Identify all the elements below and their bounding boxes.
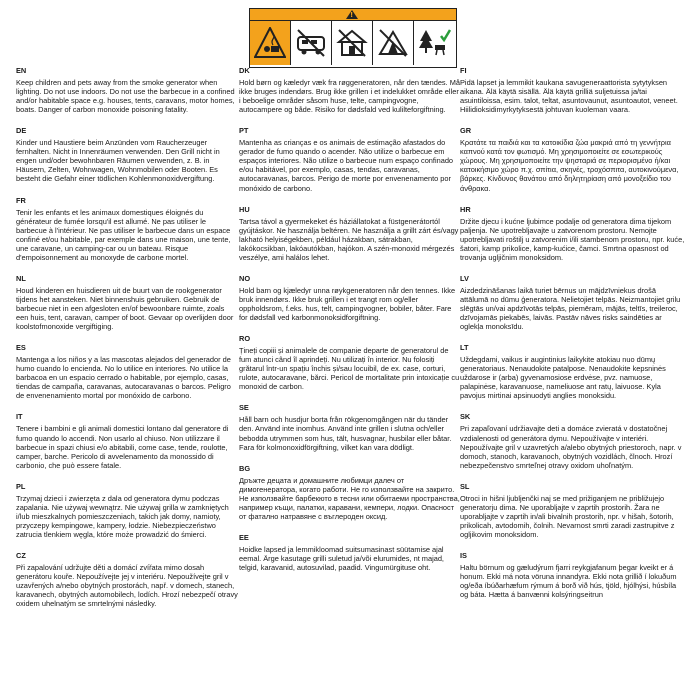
warning-section-en xyxy=(16,66,238,114)
warning-section-fr xyxy=(16,196,238,262)
warning-section-pl xyxy=(16,482,238,539)
warning-section-ee xyxy=(239,533,461,572)
language-code: RO xyxy=(239,334,251,344)
warning-text: Hold barn og kjæledyr unna røykgeneratoren når den tennes. Ikke bruk innendørs. Ikke bruk grillen i et trangt rom og/eller oppholdsrom, f.eks. hus, telt, campingvogner, bobiler, båter. Fare for dødsfall ved karbonmonoksidforgiftning. xyxy=(239,285,456,323)
language-code: FR xyxy=(16,195,26,205)
language-code: IS xyxy=(460,550,467,560)
warning-section-sl xyxy=(460,482,686,539)
language-code: LV xyxy=(460,273,469,283)
exclamation-icon: ! xyxy=(350,11,354,19)
warning-section-se xyxy=(239,403,461,451)
text-column-middle xyxy=(239,66,461,584)
warning-section-no xyxy=(239,274,461,322)
warning-text: Tenir les enfants et les animaux domestiques éloignés du générateur de fumée lorsqu'il est allumé. Ne pas utiliser le barbecue à l'intérieur. Ne pas utiliser le barbecue dans un espace confiné et/ou habitable, par exemple dans une maison, une tente, une caravane, un camping-car ou un bateau. Risque d'empoisonnement au monoxyde de carbone mortel. xyxy=(16,207,231,262)
text-column-right xyxy=(460,66,686,611)
warning-text: Håll barn och husdjur borta från rökgenomgången när du tänder den. Använd inte inomhus. Använd inte grillen i slutna och/eller bebodda utrymmen som hus, tält, husvagnar, husbilar eller båtar. Fara för kolmonoxidförgiftning, vilket kan vara dödligt. xyxy=(239,415,452,452)
warning-text: Haltu börnum og gæludýrum fjarri reykgjafanum þegar kveikt er á honum. Ekki má nota vöruna innandyra. Ekki nota grillið í lokuðum og/eða íbúðarhæfum rýmum á borð við hús, tjöld, hjólhýsi, húsbíla og báta. Hætta á banvænni kolsýringseitrun xyxy=(460,563,677,600)
warning-pictogram-strip xyxy=(249,8,457,68)
warning-section-gr xyxy=(460,126,686,192)
warning-text: Tartsa távol a gyermekeket és háziállatokat a füstgenerátortól gyújtáskor. Ne használja beltéren. Ne használja a grillt zárt és/vagy lakható helyiségekben, például házakban, sátrakban, lakókocsikban, lakóautókban, hajókon. A szén-monoxid mérgezés veszélye, ami halálos lehet. xyxy=(239,216,459,262)
warning-text: Aizdedzināšanas laikā turiet bērnus un mājdzīvniekus drošā attālumā no dūmu ģeneratora. Nelietojiet telpās. Neizmantojiet grilu slēgtās un/vai apdzīvotās telpās, piemēram, mājās, teltīs, treilerос, dzīvojamās piekabēs, laivās. Pastāv nāves risks saindēties ar oglekļa monoksīdu. xyxy=(460,285,681,332)
warning-header-bar xyxy=(250,9,456,21)
language-code: HR xyxy=(460,204,471,214)
warning-section-fi xyxy=(460,66,686,114)
warning-text: Κρατάτε τα παιδιά και τα κατοικίδια ζώα μακριά από τη γεννήτρια καπνού κατά τον φωτισμό. Μη χρησιμοποιείτε σε εσωτερικούς χώρους. Μη χρησιμοποιείτε την ψησταριά σε περιορισμένο ή/και κατοικήσιμο χώρο π.χ. σπίτια, σκηνές, τροχόσπιτα, αυτοκινούμενα, βάρκες. Κίνδυνος θανάτου από δηλητηρίαση από μονοξείδιο του άνθρακα. xyxy=(460,138,679,193)
outdoor-trees-ok-icon xyxy=(414,21,456,65)
language-code: PL xyxy=(16,481,26,491)
warning-text: Hoidke lapsed ja lemmikloomad suitsumasinast süütamise ajal eemal. Ärge kasutage grilli suletud ja/või elurumides, nt majad, telgid, karavanid, autosuvilad, paadid. Vingumürgituse oht. xyxy=(239,544,444,573)
warning-section-es xyxy=(16,343,238,400)
language-code: SL xyxy=(460,481,470,491)
language-code: BG xyxy=(239,463,251,473)
no-house-icon xyxy=(332,21,373,65)
warning-section-de xyxy=(16,126,238,183)
warning-text: Hold børn og kæledyr væk fra røggeneratoren, når den tændes. Må ikke bruges indendørs. Brug ikke grillen i et indelukket område eller i beboelige områder såsom huse, telte, campingvogne, autocampere og både. Risiko for dødsfald ved kulilteforgiftning. xyxy=(239,78,461,115)
warning-section-lv xyxy=(460,274,686,331)
language-code: LT xyxy=(460,343,469,353)
language-code: GR xyxy=(460,126,472,136)
warning-text: Otroci in hišni ljubljenčki naj se med prižiganjem ne približujejo generatorju dima. Ne uporabljajte v zaprtih prostorih. Žara ne uporabljajte v zaprtih in/ali bivalnih prostorih, npr. v hišah, šotorih, prikolicah, avtodomih, čolnih. Nevarnost smrti zaradi zastrupitve z ogljikovim monoksidom. xyxy=(460,493,675,539)
language-code: NO xyxy=(239,273,251,283)
smoke-generator-warning-icon xyxy=(250,21,291,65)
warning-section-it xyxy=(16,412,238,469)
warning-text: Pri zapaľovaní udržiavajte deti a domáce zvieratá v dostatočnej vzdialenosti od generátora dymu. Nepoužívajte v interiéri. Nepoužívajte gril v uzavretých a/alebo obytných priestoroch, napr. v domoch, stanoch, karavanoch, obytných vozidlách, člnoch. Hrozí nebezpečenstvo smrteľnej otravy oxidom uhoľnatým. xyxy=(460,424,682,470)
language-code: SE xyxy=(239,403,249,413)
warning-section-lt xyxy=(460,343,686,400)
warning-text: Pidä lapset ja lemmikit kaukana savugeneraattorista sytytyksen aikana. Älä käytä sisällä. Älä käytä grilliä suljetuissa ja/tai asuintiloissa, esim. talot, teltat, asuntovaunut, asuntoautot, veneet. Hiilidioksidimyrkytyksestä johtuvan kuoleman vaara. xyxy=(460,78,678,115)
warning-text: Uždegdami, vaikus ir augintinius laikykite atokiau nuo dūmų generatoriaus. Nenaudokite patalpose. Nenaudokite kepsninės uždarose ir (arba) gyvenamosiose erdvėse, pvz. namuose, palapinėse, karavanuose, nameliuose ant ratų, laivuose. Kyla pavojus mirtinai apsinuodyti anglies monoksidu. xyxy=(460,355,666,401)
language-code: DK xyxy=(239,66,250,75)
language-code: PT xyxy=(239,126,249,136)
warning-section-hr xyxy=(460,205,686,262)
warning-section-pt xyxy=(239,126,461,192)
warning-text: Tenere i bambini e gli animali domestici lontano dal generatore di fumo quando lo accendi. Non usarlo al chiuso. Non utilizzare il barbecue in spazi chiusi e/o abitabili, come case, tende, roulotte, camper, barche. Pericolo di avvelenamento da monossido di carbonio, che può essere fatale. xyxy=(16,424,229,470)
warning-section-sk xyxy=(460,412,686,469)
language-code: IT xyxy=(16,412,23,422)
language-code: ES xyxy=(16,343,26,353)
warning-text: Дръжте децата и домашните любимци далеч от димогенератора, когато работи. Не го използвайте на закрито. Не използвайте барбекюто в тесни или обитаеми пространства, например къщи, палатки, каравани, кемпери, лодки. Опасност от фатално натравяне с въглероден оксид. xyxy=(239,475,460,521)
warning-text: Houd kinderen en huisdieren uit de buurt van de rookgenerator tijdens het aansteken. Niet binnenshuis gebruiken. Gebruik de barbecue niet in een afgesloten en/of bewoonbare ruimte, zoals een huis, tent, caravan, camper of boot. Gevaar op overlijden door koolstofmonoxide vergiftiging. xyxy=(16,285,234,332)
language-code: DE xyxy=(16,126,27,136)
warning-section-is xyxy=(460,551,686,599)
warning-section-hu xyxy=(239,205,461,262)
warning-text: Kinder und Haustiere beim Anzünden vom Raucherzeuger fernhalten. Nicht in Innenräumen verwenden. Den Grill nicht in engen und/oder bewohnbaren Räumen verwenden, z. B. in Häusern, Zelten, Wohnwagen, Wohnmobilen oder Booten. Es besteht die Gefahr einer tödlichen Kohlenmonoxidvergiftung. xyxy=(16,138,220,184)
language-code: EN xyxy=(16,66,27,75)
warning-section-cz xyxy=(16,551,238,608)
language-code: SK xyxy=(460,412,471,422)
language-code: CZ xyxy=(16,550,26,560)
warning-text: Țineți copiii și animalele de companie departe de generatorul de fum atunci când îl aprindeți. Nu utilizați în interior. Nu folosiți grătarul într-un spațiu închis și/sau locuibil, de ex. case, corturi, rulote, autocaravane, bărci. Pericol de mortalitate prin intoxicație cu monoxid de carbon. xyxy=(239,346,460,392)
warning-text: Mantenga a los niños y a las mascotas alejados del generador de humo cuando lo encienda. No lo utilice en interiores. No utilice la barbacoa en un espacio cerrado o habitable, por ejemplo, casas, tiendas de campaña, caravanas, autocaravanas o barcos. Peligro de envenenamiento mortal por monóxido de carbono. xyxy=(16,355,231,401)
warning-text: Trzymaj dzieci i zwierzęta z dala od generatora dymu podczas zapalania. Nie używaj wewnątrz. Nie używaj grilla w zamkniętych i/lub mieszkalnych pomieszczeniach, takich jak domy, namioty, przyczepy kempingowe, kampery, łodzie. Niebezpieczeństwo zatrucia tlenkiem węgla, które może prowadzić do śmierci. xyxy=(16,493,229,539)
language-code: NL xyxy=(16,273,26,283)
warning-text: Keep children and pets away from the smoke generator when lighting. Do not use indoors. Do not use the barbecue in a confined and/or habitable space e.g. houses, tents, caravans, motor homes, boats. Danger of carbon monoxide poisoning fatality. xyxy=(16,78,235,115)
warning-section-bg xyxy=(239,464,461,521)
language-code: EE xyxy=(239,532,249,542)
warning-section-ro xyxy=(239,334,461,391)
language-code: HU xyxy=(239,204,250,214)
no-tent-icon xyxy=(373,21,414,65)
warning-section-dk xyxy=(239,66,461,114)
warning-text: Mantenha as crianças e os animais de estimação afastados do gerador de fumo quando o acender. Não utilize o barbecue em espaços interiores. Não utilize o barbecue num espaço confinado e/ou habitável, por exemplo, casas, tendas, caravanas, autocaravanas, barcos. Perigo de morte por envenenamento por monóxido de carbono. xyxy=(239,138,454,193)
warning-text: Držite djecu i kućne ljubimce podalje od generatora dima tijekom paljenja. Ne upotrebljavajte u zatvorenom prostoru. Nemojte upotrebljavati roštilj u zatvorenim i/ili stambenom prostoru, npr. kuće, šatori, kamp prikolice, kamp-kućice, čamci. Smrtna opasnost od trovanja ugljičnim monoksidom. xyxy=(460,216,685,262)
text-column-left xyxy=(16,66,238,620)
motorhome-icon xyxy=(291,21,332,65)
warning-text: Při zapalování udržujte děti a domácí zvířata mimo dosah generátoru kouře. Nepoužívejte jej v interiéru. Nepoužívejte gril v uzavřených a/nebo obytných prostorách, např. v domech, stanech, karavanech, obytných automobilech, lodích. Hrozí nebezpečí otravy oxidem uhelnatým se smrtelnými následky. xyxy=(16,563,238,609)
language-code: FI xyxy=(460,66,467,75)
warning-section-nl xyxy=(16,274,238,331)
